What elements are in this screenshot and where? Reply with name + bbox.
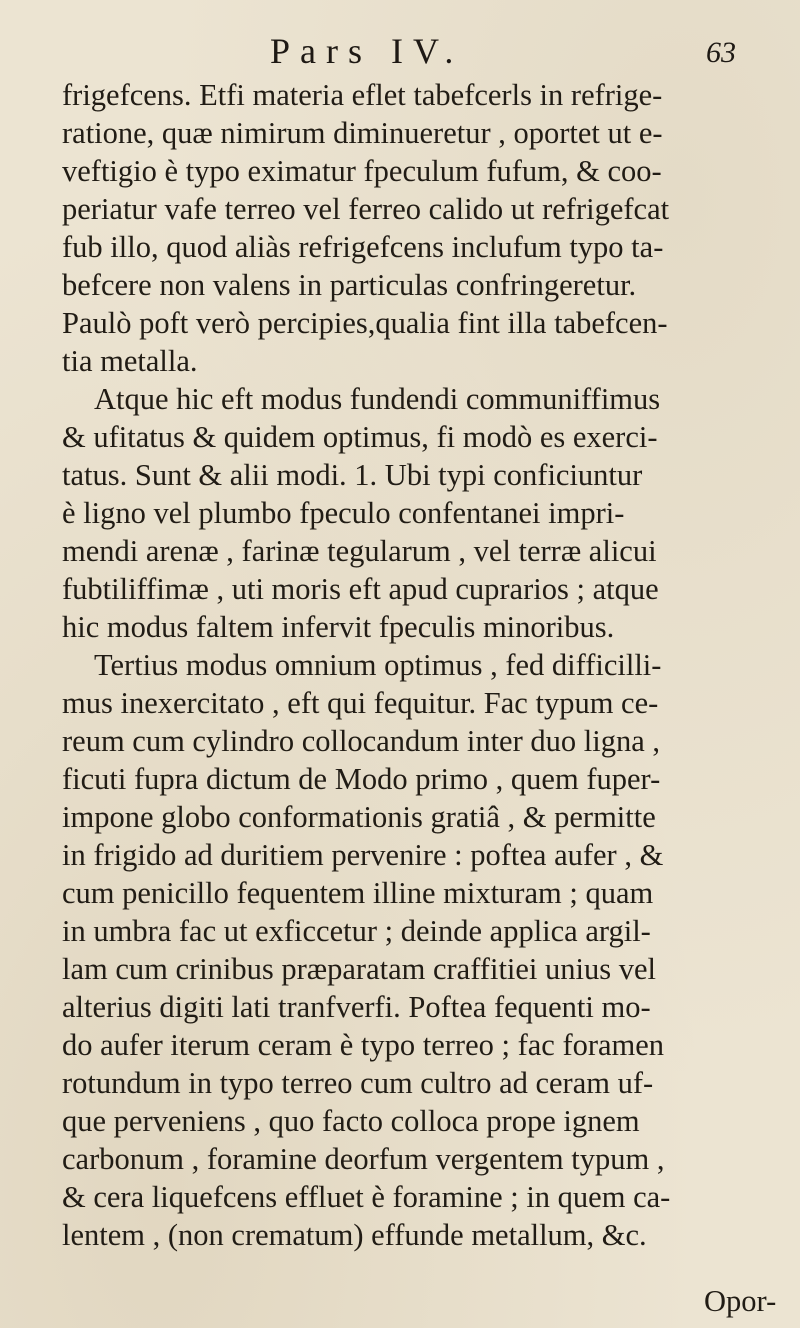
text-line: cum penicillo fequentem illine mixturam ; quam — [62, 876, 654, 910]
text-line: impone globo conformationis gratiâ , & permitte — [62, 800, 656, 834]
text-line: tia metalla. — [62, 344, 198, 378]
text-line: reum cum cylindro collocandum inter duo ligna , — [62, 724, 660, 758]
text-line: periatur vafe terreo vel ferreo calido ut refrigefcat — [62, 192, 670, 226]
text-line: rotundum in typo terreo cum cultro ad ceram uf- — [62, 1066, 654, 1100]
text-line: frigefcens. Etfi materia eflet tabefcerls in refrige- — [62, 78, 663, 112]
text-line: & ufitatus & quidem optimus, fi modò es exerci- — [62, 420, 658, 454]
running-head: Pars IV. — [270, 31, 464, 71]
paragraph-first-line: Atque hic eft modus fundendi communiffimus — [94, 382, 661, 416]
text-line: hic modus faltem infervit fpeculis minoribus. — [62, 610, 615, 644]
text-line: & cera liquefcens effluet è foramine ; in quem ca- — [62, 1180, 671, 1214]
text-line: lam cum crinibus præparatam craffitiei unius vel — [62, 952, 657, 986]
text-line: que perveniens , quo facto colloca prope ignem — [62, 1104, 640, 1138]
text-line: è ligno vel plumbo fpeculo confentanei impri- — [62, 496, 625, 530]
text-line: alterius digiti lati tranfverfi. Poftea fequenti mo- — [62, 990, 651, 1024]
text-line: in frigido ad duritiem pervenire : poftea aufer , & — [62, 838, 664, 872]
text-line: lentem , (non crematum) effunde metallum, &c. — [62, 1218, 647, 1252]
text-line: ficuti fupra dictum de Modo primo , quem fuper- — [62, 762, 661, 796]
text-line: tatus. Sunt & alii modi. 1. Ubi typi conficiuntur — [62, 458, 643, 492]
text-line: ratione, quæ nimirum diminueretur , oportet ut e- — [62, 116, 663, 150]
text-line: mendi arenæ , farinæ tegularum , vel terræ alicui — [62, 534, 657, 568]
text-line: veftigio è typo eximatur fpeculum fufum, & coo- — [62, 154, 662, 188]
page-number: 63 — [706, 36, 736, 69]
text-line: in umbra fac ut exficcetur ; deinde applica argil- — [62, 914, 651, 948]
text-line: carbonum , foramine deorfum vergentem typum , — [62, 1142, 665, 1176]
text-line: befcere non valens in particulas confringeretur. — [62, 268, 637, 302]
paragraph-first-line: Tertius modus omnium optimus , fed difficilli- — [94, 648, 662, 682]
text-line: mus inexercitato , eft qui fequitur. Fac typum ce- — [62, 686, 659, 720]
text-line: Paulò poft verò percipies,qualia fint illa tabefcen- — [62, 306, 668, 340]
page-header — [0, 22, 800, 78]
text-line: fub illo, quod aliàs refrigefcens inclufum typo ta- — [62, 230, 664, 264]
text-line: do aufer iterum ceram è typo terreo ; fac foramen — [62, 1028, 665, 1062]
catchword: Opor- — [704, 1284, 777, 1318]
text-line: fubtiliffimæ , uti moris eft apud cuprarios ; atque — [62, 572, 659, 606]
